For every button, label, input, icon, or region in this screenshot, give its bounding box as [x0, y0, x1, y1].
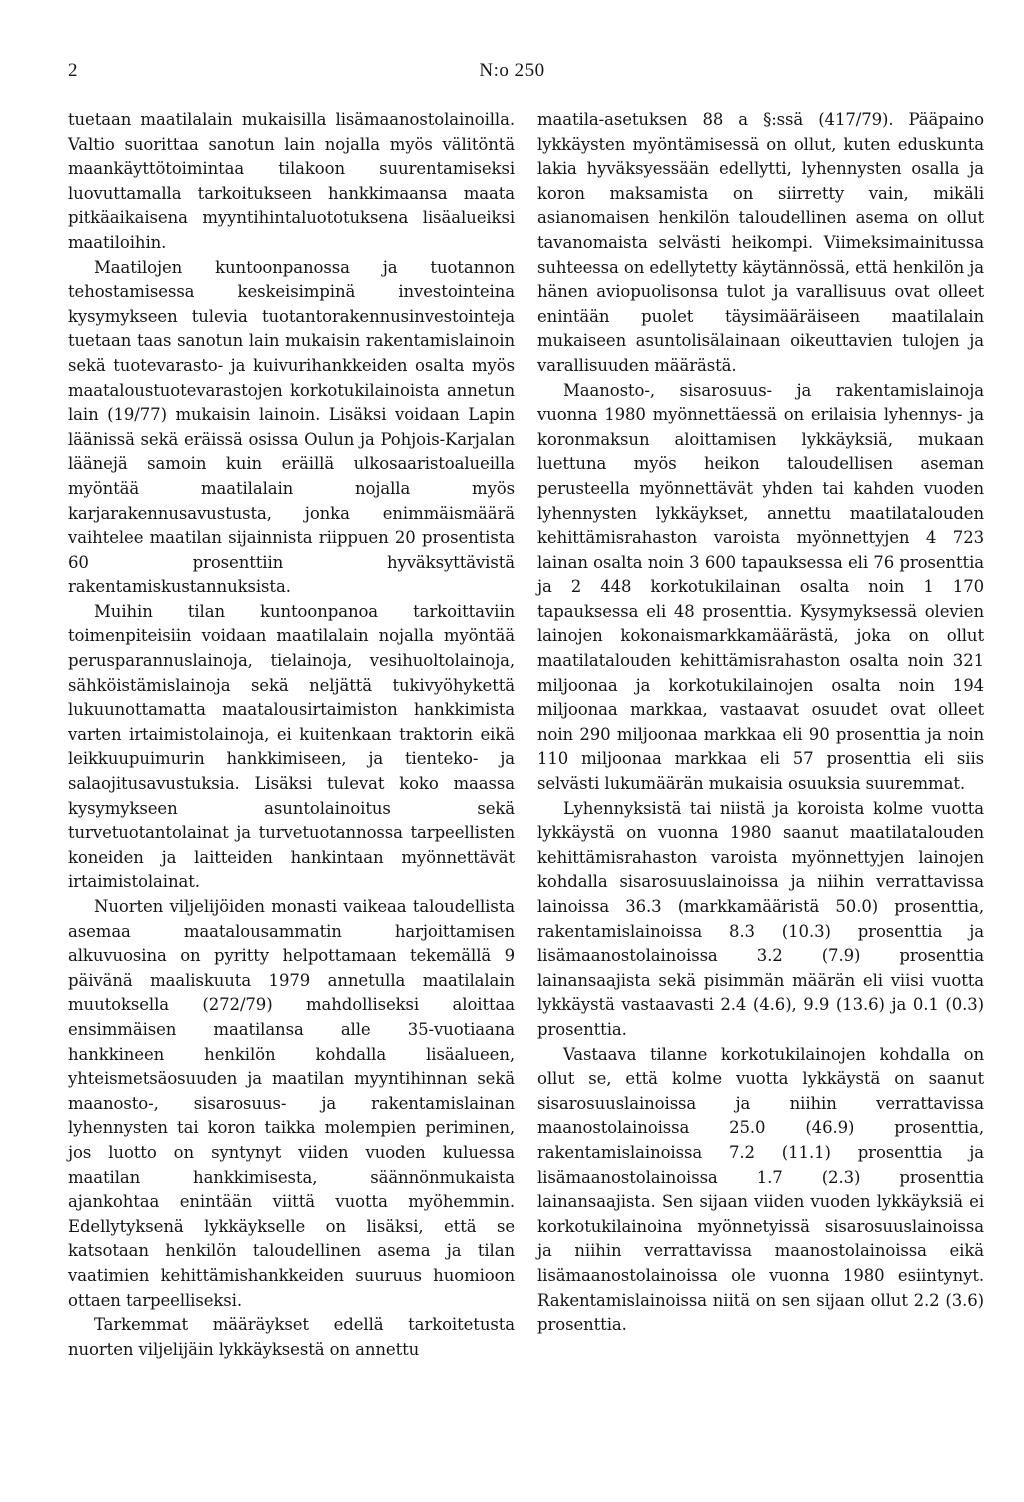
right-column — [537, 108, 984, 1362]
paragraph: Maanosto-, sisarosuus- ja rakentamislainoja vuonna 1980 myönnettäessä on erilaisia lyhennys- ja koronmaksun aloittamisen lykkäyksiä, mukaan luettuna myös heikon taloudellisen aseman perusteella myönnettävät yhden tai kahden vuoden lyhennysten lykkäykset, annettu maatilatalouden kehittämisrahaston varoista myönnettyjen 4 723 lainan osalta noin 3 600 tapauksessa eli 76 prosenttia ja 2 448 korkotukilainan osalta noin 1 170 tapauksessa eli 48 prosenttia. Kysymyksessä olevien lainojen kokonaismarkkamäärästä, joka on ollut maatilatalouden kehittämisrahaston osalta noin 321 miljoonaa ja korkotukilainojen osalta noin 194 miljoonaa markkaa, vastaavat osuudet ovat olleet noin 290 miljoonaa markkaa eli 90 prosenttia ja noin 110 miljoonaa markkaa eli 57 prosenttia eli siis selvästi lukumäärän mukaisia osuuksia suuremmat. — [537, 380, 984, 794]
paragraph: Nuorten viljelijöiden monasti vaikeaa taloudellista asemaa maatalousammatin harjoittamisen alkuvuosina on pyritty helpottamaan tekemällä 9 päivänä maaliskuuta 1979 annetulla maatilalain muutoksella (272/79) mahdolliseksi aloittaa ensimmäisen maatilansa alle 35-vuotiaana hankkineen henkilön kohdalla lisäalueen, yhteismetsäosuuden ja maatilan myyntihinnan sekä maanosto-, sisarosuus- ja rakentamislainan lyhennysten tai koron taikka molempien periminen, jos luotto on syntynyt viiden vuoden kuluessa maatilan hankkimisesta, säännönmukaista ajankohtaa enintään viittä vuotta myöhemmin. Edellytyksenä lykkäykselle on lisäksi, että se katsotaan henkilön taloudellinen asema ja tilan vaatimien kehittämishankkeiden suuruus huomioon ottaen tarpeelliseksi. — [68, 897, 515, 1310]
paragraph: Lyhennyksistä tai niistä ja koroista kolme vuotta lykkäystä on vuonna 1980 saanut maatilatalouden kehittämisrahaston varoista myönnettyjen lainojen kohdalla sisarosuuslainoissa ja niihin verrattavissa lainoissa 36.3 (markkamääristä 50.0) prosenttia, rakentamislainoissa 8.3 (10.3) prosenttia ja lisämaanostolainoissa 3.2 (7.9) prosenttia lainansaajista sekä pisimmän määrän eli viisi vuotta lykkäystä vastaavasti 2.4 (4.6), 9.9 (13.6) ja 0.1 (0.3) prosenttia. — [537, 798, 984, 1039]
paragraph: Maatilojen kuntoonpanossa ja tuotannon tehostamisessa keskeisimpinä investointeina kysymykseen tulevia tuotantorakennusinvestointeja tuetaan taas sanotun lain mukaisin rakentamislainoin sekä tuotevarasto- ja kuivurihankkeiden osalta myös maataloustuotevarastojen korkotukilainoista annetun lain (19/77) mukaisin lainoin. Lisäksi voidaan Lapin läänissä sekä eräissä osissa Oulun ja Pohjois-Karjalan läänejä samoin kuin eräillä ulkosaaristoalueilla myöntää maatilalain nojalla myös karjarakennusavustusta, jonka enimmäismäärä vaihtelee maatilan sijainnista riippuen 20 prosentista 60 prosenttiin hyväksyttävistä rakentamiskustannuksista. — [68, 257, 515, 597]
paragraph: Vastaava tilanne korkotukilainojen kohdalla on ollut se, että kolme vuotta lykkäystä on saanut sisarosuuslainoissa ja niihin verrattavissa maanostolainoissa 25.0 (46.9) prosenttia, rakentamislainoissa 7.2 (11.1) prosenttia ja lisämaanostolainoissa 1.7 (2.3) prosenttia lainansaajista. Sen sijaan viiden vuoden lykkäyksiä ei korkotukilainoina myönnetyissä sisarosuuslainoissa ja niihin verrattavissa maanostolainoissa eikä lisämaanostolainoissa ole vuonna 1980 esiintynyt. Rakentamislainoissa niitä on sen sijaan ollut 2.2 (3.6) prosenttia. — [537, 1044, 984, 1335]
left-column — [68, 108, 515, 1362]
page-number: 2 — [68, 60, 78, 81]
text-columns — [68, 108, 984, 1362]
paragraph: Muihin tilan kuntoonpanoa tarkoittaviin toimenpiteisiin voidaan maatilalain nojalla myöntää perusparannuslainoja, tielainoja, vesihuoltolainoja, sähköistämislainoja sekä neljättä tukivyöhykettä lukuunottamatta maatalousirtaimiston hankkimista varten irtaimistolainoja, ei kuitenkaan traktorin eikä leikkuupuimurin hankkimiseen, ja tienteko- ja salaojitusavustuksia. Lisäksi tulevat koko maassa kysymykseen asuntolainoitus sekä turvetuotantolainat ja turvetuotannossa tarpeellisten koneiden ja laitteiden hankintaan myönnettävät irtaimistolainat. — [68, 601, 515, 892]
document-number: N:o 250 — [479, 60, 545, 81]
paragraph: Tarkemmat määräykset edellä tarkoitetusta nuorten viljelijäin lykkäyksestä on annettu — [68, 1315, 515, 1359]
paragraph: tuetaan maatilalain mukaisilla lisämaanostolainoilla. Valtio suorittaa sanotun lain nojalla myös välitöntä maankäyttötoimintaa tilakoon suurentamiseksi luovuttamalla tarkoitukseen hankkimaansa maata pitkäaikaisena myyntihintaluototuksena lisäalueiksi maatiloihin. — [68, 110, 515, 252]
paragraph: maatila-asetuksen 88 a §:ssä (417/79). Pääpaino lykkäysten myöntämisessä on ollut, kuten eduskunta lakia hyväksyessään edellytti, lyhennysten osalla ja koron maksamista on siirretty vain, mikäli asianomaisen henkilön taloudellinen asema on ollut tavanomaista selvästi heikompi. Viimeksimainitussa suhteessa on edellytetty käytännössä, että henkilön ja hänen aviopuolisonsa tulot ja varallisuus ovat olleet enintään puolet täysimääräiseen maatilalain mukaiseen asuntolisälainaan oikeuttavien tulojen ja varallisuuden määrästä. — [537, 110, 985, 375]
